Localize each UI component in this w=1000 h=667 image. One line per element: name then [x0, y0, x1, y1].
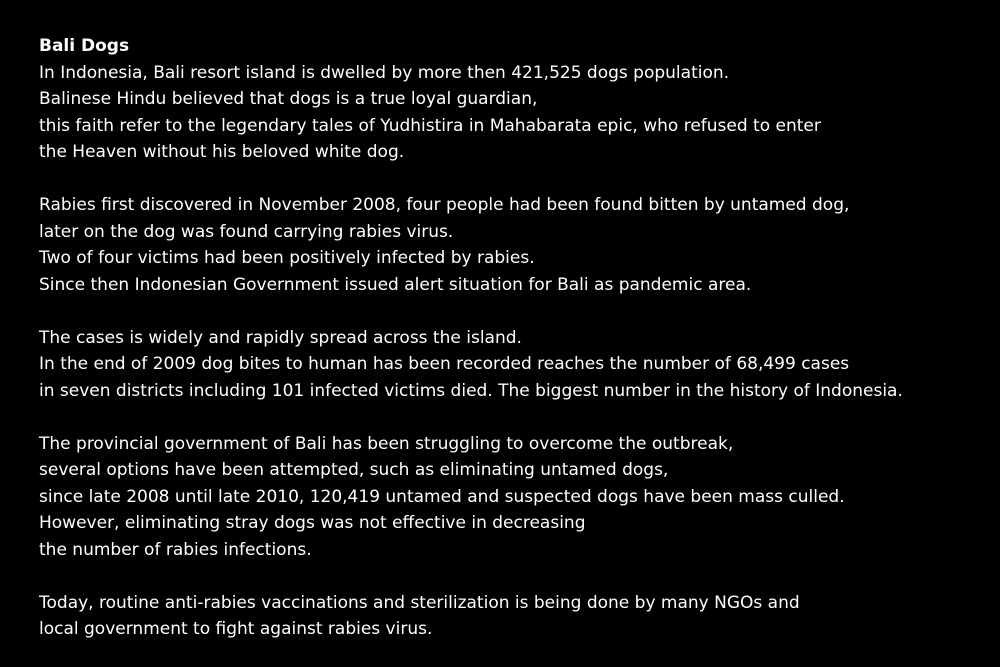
paragraph-line: this faith refer to the legendary tales of Yudhistira in Mahabarata epic, who refused to enter — [39, 115, 821, 136]
paragraph-line: The provincial government of Bali has been struggling to overcome the outbreak, — [39, 433, 734, 454]
article-title: Bali Dogs — [39, 36, 130, 56]
paragraph-line: Two of four victims had been positively infected by rabies. — [39, 248, 535, 268]
paragraph-line: later on the dog was found carrying rabies virus. — [39, 221, 454, 242]
paragraph-dog-population — [39, 60, 979, 166]
paragraph-line: The cases is widely and rapidly spread across the island. — [39, 327, 522, 348]
paragraph-vaccination — [39, 590, 979, 643]
paragraph-line: However, eliminating stray dogs was not effective in decreasing — [39, 513, 586, 533]
paragraph-line: the number of rabies infections. — [39, 539, 312, 560]
article-text — [39, 33, 979, 643]
paragraph-line: local government to fight against rabies virus. — [39, 619, 433, 639]
paragraph-line: Balinese Hindu believed that dogs is a true loyal guardian, — [39, 89, 538, 109]
paragraph-line: Since then Indonesian Government issued alert situation for Bali as pandemic area. — [39, 274, 752, 295]
paragraph-line: Rabies first discovered in November 2008, four people had been found bitten by untamed dog, — [39, 195, 850, 215]
paragraph-line: In Indonesia, Bali resort island is dwelled by more then 421,525 dogs population. — [39, 62, 730, 83]
paragraph-rabies-discovery — [39, 192, 979, 298]
paragraph-line: several options have been attempted, such as eliminating untamed dogs, — [39, 460, 669, 480]
paragraph-line: Today, routine anti-rabies vaccinations and sterilization is being done by many NGOs and — [39, 592, 800, 613]
paragraph-spread — [39, 325, 979, 405]
paragraph-line: in seven districts including 101 infected victims died. The biggest number in the history of Indonesia. — [39, 380, 903, 401]
paragraph-line: the Heaven without his beloved white dog. — [39, 142, 405, 162]
paragraph-government-response — [39, 431, 979, 564]
paragraph-line: In the end of 2009 dog bites to human has been recorded reaches the number of 68,499 cases — [39, 354, 850, 374]
paragraph-line: since late 2008 until late 2010, 120,419 untamed and suspected dogs have been mass culled. — [39, 486, 845, 507]
